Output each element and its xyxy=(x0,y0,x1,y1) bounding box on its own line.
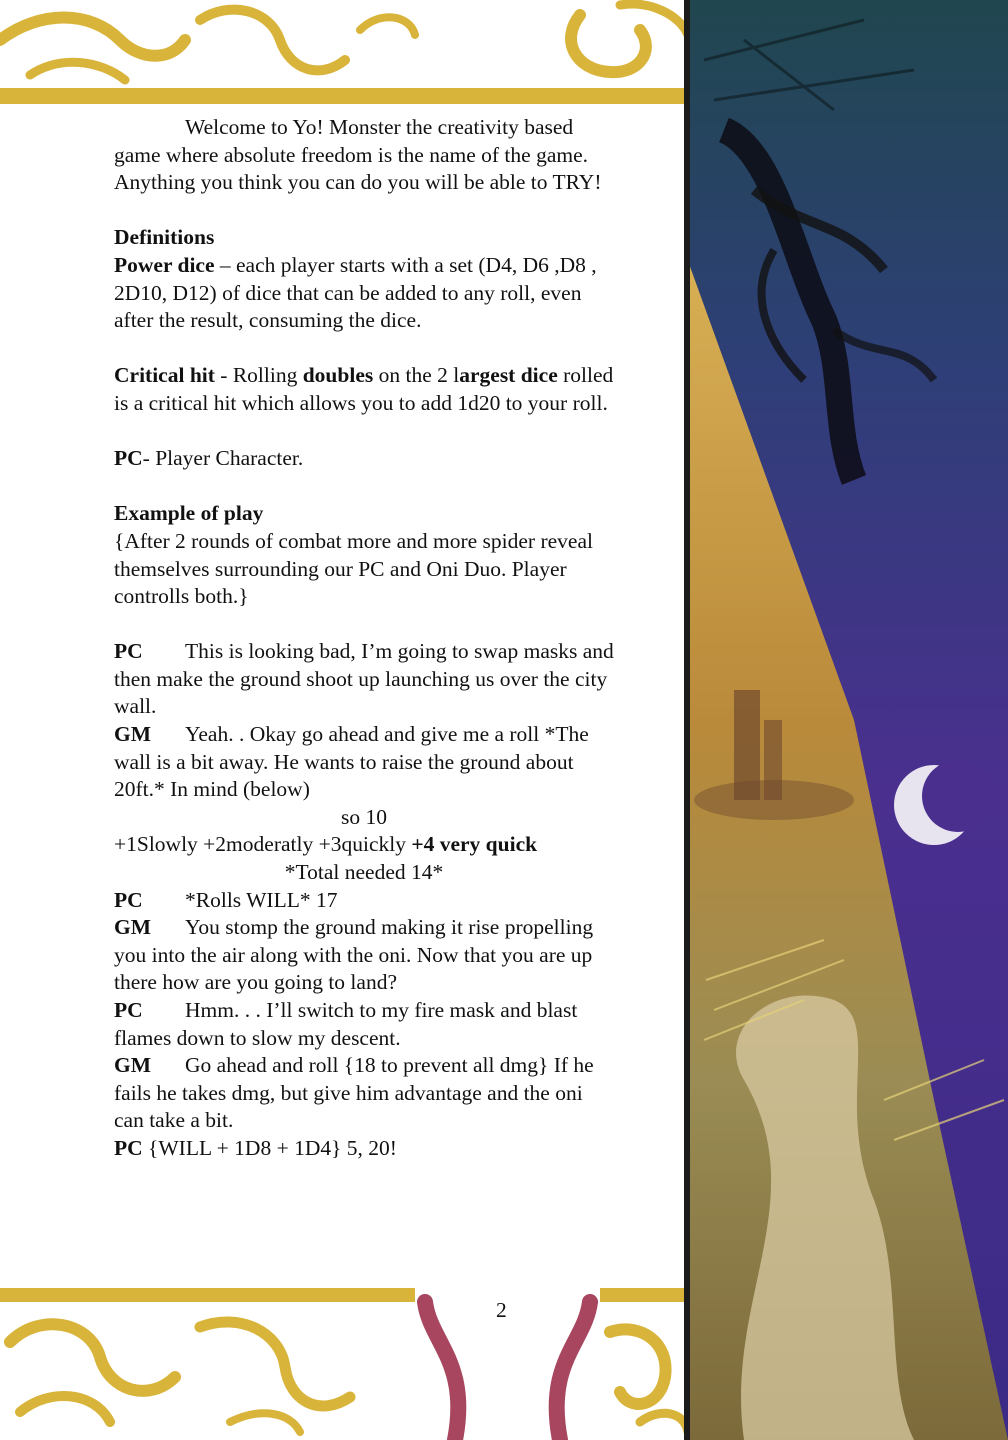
monster-illustration xyxy=(684,0,1008,1440)
difficulty-base: so 10 xyxy=(341,804,387,829)
document-body xyxy=(114,114,614,1163)
speaker-label: GM xyxy=(114,915,152,940)
dialogue-line: GM Go ahead and roll {18 to prevent all dmg} If he fails he takes dmg, but give him advantage and the oni can take a bit. xyxy=(114,1053,594,1133)
speaker-label: PC xyxy=(114,639,143,664)
dialogue-line: PC *Rolls WILL* 17 xyxy=(114,887,614,915)
dialogue-line: PC This is looking bad, I’m going to swap masks and then make the ground shoot up launching us over the city wall. xyxy=(114,639,614,719)
dialogue-line: GM You stomp the ground making it rise propelling you into the air along with the oni. Now that you are up there how are you going to land? xyxy=(114,915,594,995)
speaker-label: PC xyxy=(114,1135,143,1160)
term-power-dice: Power dice xyxy=(114,252,215,277)
dialogue-line: PC Hmm. . . I’ll switch to my fire mask and blast flames down to slow my descent. xyxy=(114,998,578,1050)
dialogue-line: PC {WILL + 1D8 + 1D4} 5, 20! xyxy=(114,1135,397,1160)
bottom-ornament-border xyxy=(0,1282,688,1440)
intro-paragraph: Welcome to Yo! Monster the creativity based game where absolute freedom is the name of the game. Anything you think you can do you will be able to TRY! xyxy=(114,115,602,195)
definition-pc: PC- Player Character. xyxy=(114,446,304,471)
definitions-heading: Definitions xyxy=(114,225,215,250)
example-setup: {After 2 rounds of combat more and more spider reveal themselves surrounding our PC and Oni Duo. Player controlls both.} xyxy=(114,528,593,609)
dialogue-line: GM Yeah. . Okay go ahead and give me a roll *The wall is a bit away. He wants to raise the ground about 20ft.* In mind (below) xyxy=(114,722,589,802)
total-needed: *Total needed 14* xyxy=(284,860,444,885)
example-heading: Example of play xyxy=(114,501,264,526)
speaker-label: GM xyxy=(114,722,152,747)
definition-critical-hit: Critical hit - Rolling doubles on the 2 largest dice rolled is a critical hit which allows you to add 1d20 to your roll. xyxy=(114,363,614,415)
speaker-label: PC xyxy=(114,998,143,1022)
speaker-label: GM xyxy=(114,1053,152,1078)
speaker-label: PC xyxy=(114,887,143,912)
definition-power-dice: Power dice – each player starts with a set (D4, D6 ,D8 , 2D10, D12) of dice that can be added to any roll, even after the result, consuming the dice. xyxy=(114,252,597,333)
difficulty-scale: +1Slowly +2moderatly +3quickly +4 very quick xyxy=(114,832,538,857)
top-ornament-border xyxy=(0,0,688,112)
term-critical-hit: Critical hit xyxy=(114,363,215,388)
page-number: 2 xyxy=(496,1298,507,1322)
term-pc: PC xyxy=(114,446,143,471)
